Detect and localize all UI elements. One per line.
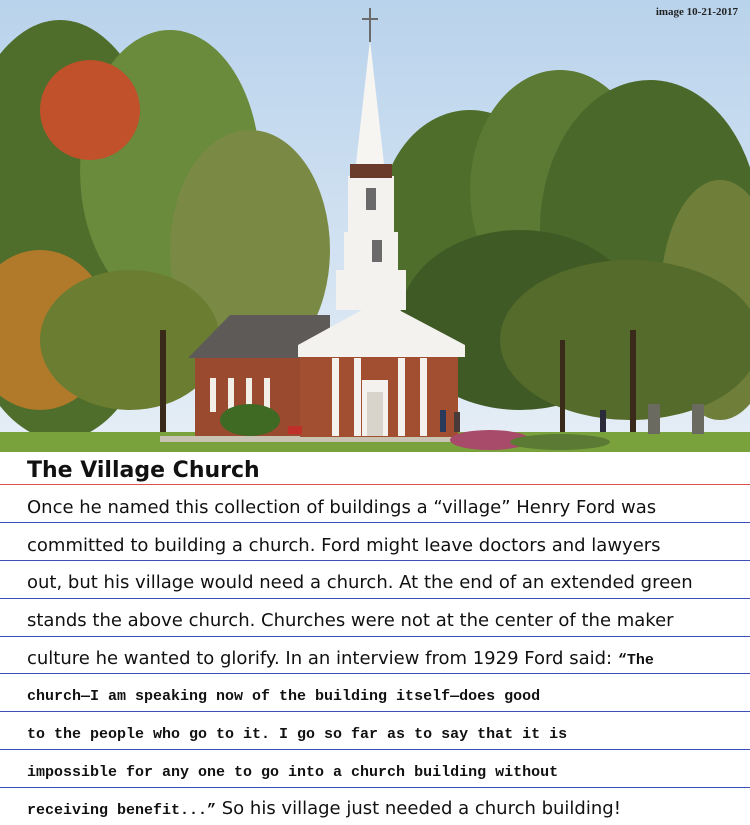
body-line-9: [27, 798, 742, 822]
image-date-caption: image 10-21-2017: [655, 6, 738, 18]
ruled-line: [0, 560, 750, 561]
ford-quote: receiving benefit...”: [27, 802, 217, 819]
ruled-line: [0, 711, 750, 712]
body-text: So his village just needed a church building!: [216, 798, 621, 819]
ruled-line: [0, 522, 750, 523]
ruled-line: [0, 749, 750, 750]
ruled-line: [0, 787, 750, 788]
ruled-line: [0, 673, 750, 674]
ford-quote-line-1: church—I am speaking now of the building itself—does good: [27, 688, 541, 705]
body-line-4: stands the above church. Churches were not at the center of the maker: [27, 610, 674, 631]
article-title: The Village Church: [27, 458, 260, 483]
ford-quote-line-2: to the people who go to it. I go so far as to say that it is: [27, 726, 568, 743]
title-divider: [0, 484, 750, 485]
ruled-line: [0, 598, 750, 599]
body-line-5: [27, 648, 742, 672]
ford-quote-line-3: impossible for any one to go into a church building without: [27, 764, 559, 781]
body-line-2: committed to building a church. Ford might leave doctors and lawyers: [27, 535, 661, 556]
ruled-line: [0, 636, 750, 637]
body-line-3: out, but his village would need a church. At the end of an extended green: [27, 572, 693, 593]
ford-quote: “The: [617, 652, 654, 669]
body-line-1: Once he named this collection of buildings a “village” Henry Ford was: [27, 497, 657, 518]
body-text: culture he wanted to glorify. In an interview from 1929 Ford said:: [27, 648, 618, 669]
